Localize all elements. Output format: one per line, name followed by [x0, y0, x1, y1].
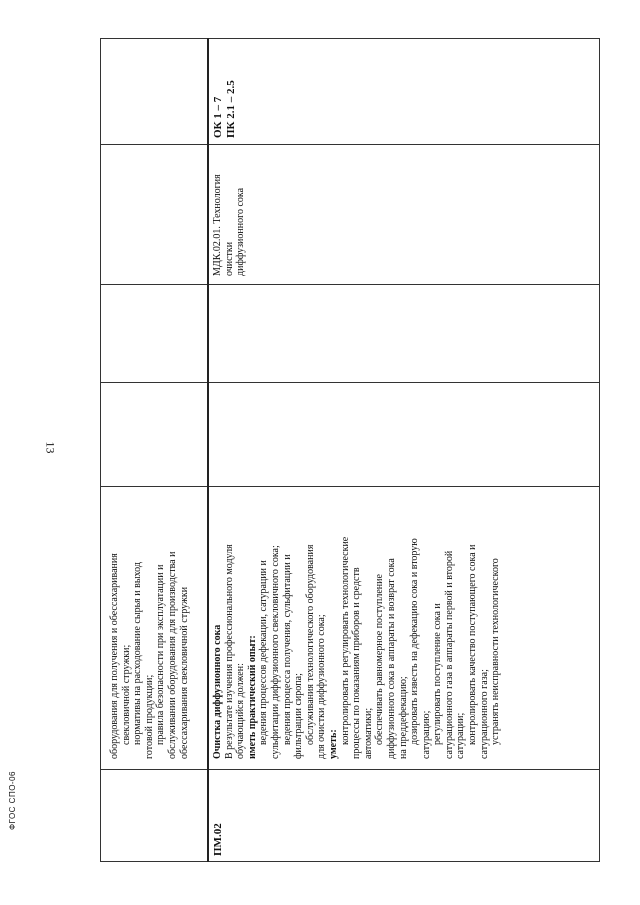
row2-description: Очистка диффузионного сока В результате изучения профессионального модуля обучающийся должен: иметь практический опыт: ведения процессов дефекации, сатурации и сульфитации диффузионного свекловичного сока; ведения процесса получения, сульфитации и фильтрации сиропа; обслуживания технологического оборудования для очистки диффузионного сока; уметь: контролировать и регулировать технологические процессы по показаниям приборов и средств автоматики; обеспечивать равномерное поступление диффузионного сока в аппараты и возврат сока на преддефекацию; дозировать известь на дефекацию сока и вторую сатурацию; регулировать поступление сока и сатурационного газа в аппараты первой и второй сатурации; контролировать качество поступающего сока и сатурационного газа; устранять неисправности технологического: [212, 536, 502, 759]
table-border-bottom: [100, 861, 600, 862]
course-title: МДК.02.01. Технология очистки диффузионного сока: [212, 174, 247, 276]
column-divider: [100, 284, 600, 285]
table-border-top: [100, 38, 600, 39]
footer-code: ФГОС СПО-06: [8, 771, 17, 830]
row-divider: [207, 38, 209, 862]
competences: ОК 1 – 7 ПК 2.1 – 2.5: [212, 80, 237, 138]
page-number: 13: [43, 441, 58, 454]
row1-description: оборудования для получения и обессахаривания свекловичной стружки; нормативы на расходование сырья и выход готовой продукции; правила безопасности при эксплуатации и обслуживании оборудования для производства и обессахаривания свекловичной стружки: [109, 551, 190, 759]
table-border-right: [599, 38, 600, 862]
table-border-left: [100, 38, 101, 862]
module-code: ПМ.02: [212, 823, 224, 856]
curriculum-table: [100, 38, 600, 862]
column-divider: [100, 144, 600, 145]
column-divider: [100, 769, 600, 770]
column-divider: [100, 382, 600, 383]
column-divider: [100, 486, 600, 487]
